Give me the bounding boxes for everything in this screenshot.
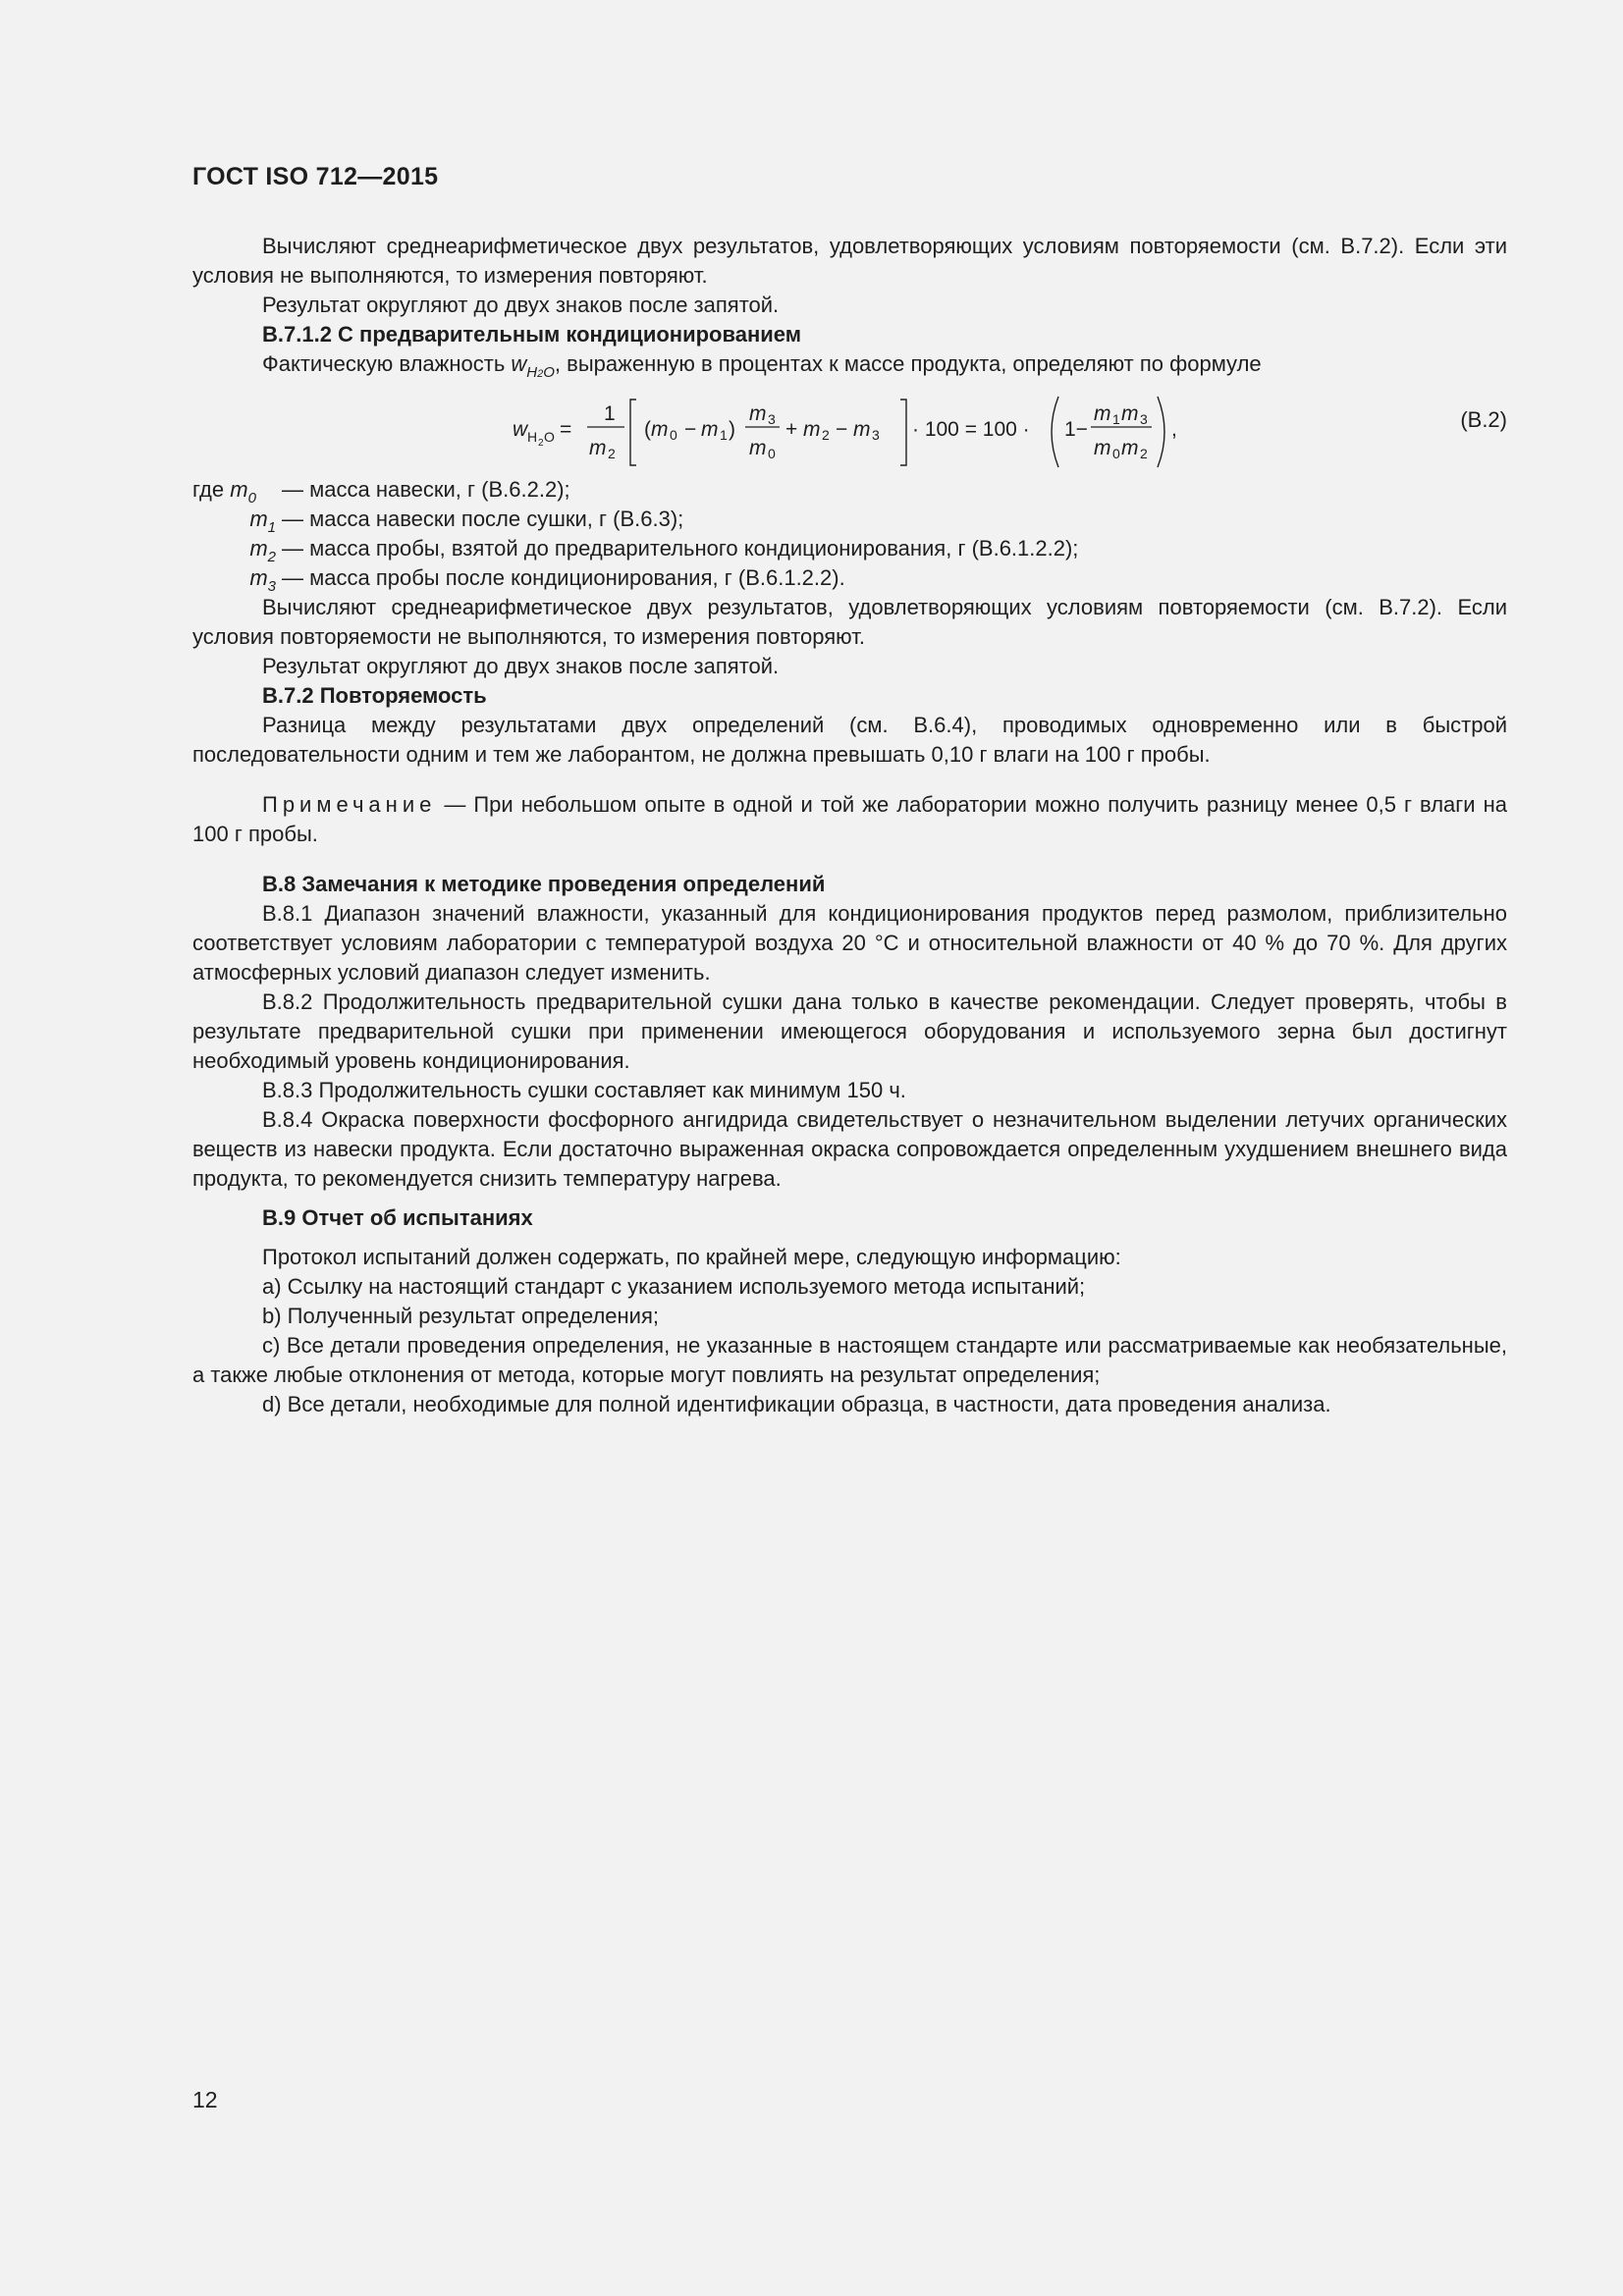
paragraph-average: Вычисляют среднеарифметическое двух результатов, удовлетворяющих условиям повторяемости (см. В.7.2). Если эти условия не выполняются, то измерения повторяют. — [192, 234, 1507, 288]
svg-text:O: O — [544, 429, 555, 445]
formula-intro-post: , выраженную в процентах к массе продукта, определяют по формуле — [554, 351, 1262, 376]
svg-text:0: 0 — [1112, 446, 1120, 461]
where-row-m3: $m_3$ — масса пробы после кондиционирования, г (В.6.1.2.2). — [249, 565, 845, 595]
svg-text:+: + — [785, 418, 798, 441]
list-item-a: a) Ссылку на настоящий стандарт с указанием используемого метода испытаний; — [262, 1274, 1086, 1299]
svg-text:w: w — [513, 418, 528, 441]
heading-b712: В.7.1.2 С предварительным кондиционированием — [262, 322, 801, 347]
svg-text:m: m — [1094, 437, 1111, 459]
page-content — [192, 232, 1507, 1419]
paragraph-repeatability: Разница между результатами двух определений (см. В.6.4), проводимых одновременно или в быстрой последовательности одним и тем же лаборантом, не должна превышать 0,10 г влаги на 100 г пробы. — [192, 713, 1507, 767]
formula-graphic — [192, 379, 1507, 475]
paragraph-formula-intro — [192, 349, 1507, 379]
document-header: ГОСТ ISO 712—2015 — [192, 163, 439, 190]
where-row-m0: где $m_0$ — масса навески, г (В.6.2.2); — [192, 477, 570, 507]
svg-text:m: m — [651, 418, 669, 441]
svg-text:m: m — [1121, 437, 1139, 459]
svg-text:m: m — [853, 418, 871, 441]
formula-b2 — [192, 379, 1507, 475]
formula-intro-pre: Фактическую влажность — [262, 351, 512, 376]
heading-b9: В.9 Отчет об испытаниях — [262, 1205, 533, 1230]
svg-text:2: 2 — [822, 427, 830, 443]
svg-text:m: m — [1094, 402, 1111, 425]
svg-text:0: 0 — [768, 446, 776, 461]
svg-text:1: 1 — [604, 402, 616, 425]
svg-text:3: 3 — [872, 427, 880, 443]
page-number: 12 — [192, 2087, 218, 2112]
svg-text:· 100 = 100 ·: · 100 = 100 · — [912, 418, 1030, 441]
heading-b8: В.8 Замечания к методике проведения определений — [262, 872, 826, 896]
svg-text:3: 3 — [768, 411, 776, 427]
svg-text:2: 2 — [608, 446, 616, 461]
paragraph-average-2: Вычисляют среднеарифметическое двух результатов, удовлетворяющих условиям повторяемости (см. В.7.2). Если условия повторяемости не выполняются, то измерения повторяют. — [192, 595, 1507, 649]
svg-text:(: ( — [644, 418, 651, 441]
svg-text:3: 3 — [1140, 411, 1148, 427]
moisture-symbol: $w_{H2O}$ — [511, 351, 555, 381]
paragraph-b83: В.8.3 Продолжительность сушки составляет как минимум 150 ч. — [262, 1078, 906, 1102]
note-text: — При небольшом опыте в одной и той же лаборатории можно получить разницу менее 0,5 г влаги на 100 г пробы. — [192, 792, 1507, 846]
svg-text:2: 2 — [1140, 446, 1148, 461]
paragraph-rounding: Результат округляют до двух знаков после запятой. — [262, 293, 780, 317]
svg-text:m: m — [749, 402, 767, 425]
svg-text:H: H — [527, 429, 538, 445]
note-label: Примечание — [262, 792, 437, 817]
svg-text:2: 2 — [538, 438, 544, 449]
where-row-m1: $m_1$ — масса навески после сушки, г (В.6.3); — [249, 507, 684, 536]
svg-text:=: = — [560, 418, 572, 441]
svg-text:0: 0 — [670, 427, 677, 443]
svg-text:m: m — [749, 437, 767, 459]
note — [192, 790, 1507, 849]
svg-text:m: m — [803, 418, 821, 441]
svg-text:1: 1 — [720, 427, 728, 443]
svg-text:): ) — [729, 418, 735, 441]
svg-text:−: − — [836, 418, 848, 441]
svg-text:1: 1 — [1112, 411, 1120, 427]
list-item-d: d) Все детали, необходимые для полной идентификации образца, в частности, дата проведения анализа. — [262, 1392, 1331, 1416]
where-row-m2: $m_2$ — масса пробы, взятой до предварительного кондиционирования, г (В.6.1.2.2); — [249, 536, 1079, 565]
heading-b72: В.7.2 Повторяемость — [262, 683, 487, 708]
paragraph-b84: В.8.4 Окраска поверхности фосфорного ангидрида свидетельствует о незначительном выделении летучих органических веществ из навески продукта. Если достаточно выраженная окраска сопровождается определенным ухудшением внешнего вида продукта, то рекомендуется снизить температуру нагрева. — [192, 1107, 1507, 1191]
svg-text:,: , — [1171, 418, 1177, 441]
list-item-c: c) Все детали проведения определения, не указанные в настоящем стандарте или рассматриваемые как необязательные, а также любые отклонения от метода, которые могут повлиять на результат определения; — [192, 1333, 1507, 1387]
svg-text:1−: 1− — [1064, 418, 1088, 441]
paragraph-rounding-2: Результат округляют до двух знаков после запятой. — [262, 654, 780, 678]
svg-text:m: m — [589, 437, 607, 459]
svg-text:m: m — [701, 418, 719, 441]
list-item-b: b) Полученный результат определения; — [262, 1304, 659, 1328]
paragraph-b9: Протокол испытаний должен содержать, по крайней мере, следующую информацию: — [262, 1245, 1121, 1269]
formula-number: (B.2) — [1460, 407, 1507, 432]
svg-text:−: − — [684, 418, 697, 441]
paragraph-b81: В.8.1 Диапазон значений влажности, указанный для кондиционирования продуктов перед размолом, приблизительно соответствует условиям лаборатории с температурой воздуха 20 °С и относительной влажности от 40 % до 70 %. Для других атмосферных условий диапазон следует изменить. — [192, 901, 1507, 985]
paragraph-b82: В.8.2 Продолжительность предварительной сушки дана только в качестве рекомендации. Следует проверять, чтобы в результате предварительной сушки при применении имеющегося оборудования и используемого зерна был достигнут необходимый уровень кондиционирования. — [192, 989, 1507, 1073]
svg-text:m: m — [1121, 402, 1139, 425]
